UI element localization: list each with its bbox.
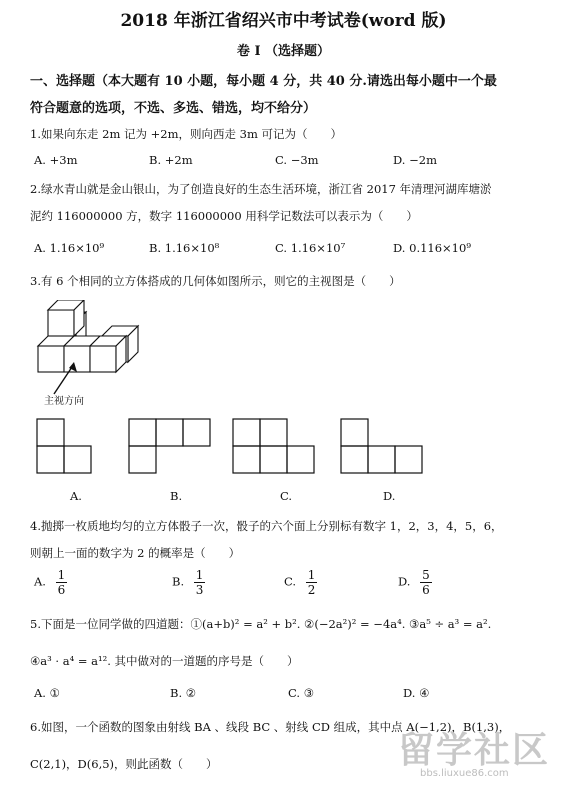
q3-option-d-label: D. xyxy=(383,489,396,503)
q4-option-a-fraction xyxy=(56,568,68,597)
q3-option-a-figure xyxy=(36,418,96,474)
question-4-line1: 4.抛掷一枚质地均匀的立方体骰子一次，骰子的六个面上分别标有数字 1，2，3，4，5，6， xyxy=(30,519,503,533)
q3-option-c-label: C. xyxy=(280,489,293,503)
q4-option-c-fraction xyxy=(306,568,318,597)
question-2-line2: 泥约 116000000 方，数字 116000000 用科学记数法可以表示为（ ） xyxy=(30,209,418,223)
q4-option-d-denominator: 6 xyxy=(422,583,430,597)
q4-option-a-numerator: 1 xyxy=(57,568,66,582)
q2-option-c: C. 1.16×10⁷ xyxy=(275,241,346,255)
document-title: 2018 年浙江省绍兴市中考试卷(word 版) xyxy=(120,11,447,31)
question-6-line1: 6.如图，一个函数的图象由射线 BA 、线段 BC 、射线 CD 组成，其中点 A(−1,2)，B(1,3)， xyxy=(30,720,511,734)
question-3-text: 3.有 6 个相同的立方体搭成的几何体如图所示，则它的主视图是（ ） xyxy=(30,274,401,288)
q4-option-a xyxy=(34,568,67,597)
q4-option-b-letter: B. xyxy=(172,574,185,589)
q4-option-d xyxy=(398,568,432,597)
part-heading-line2: 符合题意的选项，不选、多选、错选，均不给分） xyxy=(30,101,317,116)
q4-option-a-letter: A. xyxy=(34,574,46,589)
watermark-url: bbs.liuxue86.com xyxy=(420,768,509,779)
q4-option-c-denominator: 2 xyxy=(307,583,316,597)
q5-option-b: B. ② xyxy=(170,686,197,700)
question-2-line1: 2.绿水青山就是金山银山，为了创造良好的生态生活环境，浙江省 2017 年清理河湖库塘淤 xyxy=(30,182,492,196)
q2-option-a: A. 1.16×10⁹ xyxy=(34,241,105,255)
q4-option-d-letter: D. xyxy=(398,574,411,589)
q3-view-direction-label: 主视方向 xyxy=(44,396,84,407)
question-5-line1: 5.下面是一位同学做的四道题：①(a+b)² = a² + b². ②(−2a²)² = −4a⁴. ③a⁵ ÷ a³ = a². xyxy=(30,617,492,631)
question-4-line2: 则朝上一面的数字为 2 的概率是（ ） xyxy=(30,546,241,560)
q3-option-c-figure xyxy=(232,418,318,474)
q3-option-a-label: A. xyxy=(70,489,82,503)
q2-option-d: D. 0.116×10⁹ xyxy=(393,241,471,255)
q5-option-c: C. ③ xyxy=(288,686,315,700)
q3-option-d-figure xyxy=(340,418,426,474)
q1-option-b: B. +2m xyxy=(149,153,193,167)
q5-option-a: A. ① xyxy=(34,686,60,700)
q4-option-c xyxy=(284,568,317,597)
q4-option-b-denominator: 3 xyxy=(195,583,204,597)
q3-option-b-label: B. xyxy=(170,489,183,503)
q4-option-d-numerator: 5 xyxy=(422,568,430,582)
section-title: 卷 I （选择题） xyxy=(236,44,331,59)
q3-option-b-figure xyxy=(128,418,214,474)
q4-option-a-denominator: 6 xyxy=(57,583,66,597)
watermark-logo: 留学社区 xyxy=(398,730,551,771)
question-6-line2: C(2,1)，D(6,5)，则此函数（ ） xyxy=(30,757,218,771)
q2-option-b: B. 1.16×10⁸ xyxy=(149,241,220,255)
q1-option-c: C. −3m xyxy=(275,153,319,167)
q5-option-d: D. ④ xyxy=(403,686,430,700)
q4-option-b-fraction xyxy=(194,568,206,597)
q4-option-c-letter: C. xyxy=(284,574,297,589)
q4-option-c-numerator: 1 xyxy=(307,568,316,582)
question-5-line2: ④a³ · a⁴ = a¹². 其中做对的一道题的序号是（ ） xyxy=(30,654,299,668)
q4-option-b-numerator: 1 xyxy=(195,568,204,582)
question-1-text: 1.如果向东走 2m 记为 +2m，则向西走 3m 可记为（ ） xyxy=(30,127,343,141)
part-heading-line1: 一、选择题（本大题有 10 小题，每小题 4 分，共 40 分.请选出每小题中一个最 xyxy=(30,74,497,89)
q1-option-d: D. −2m xyxy=(393,153,437,167)
q4-option-d-fraction xyxy=(420,568,432,597)
q1-option-a: A. +3m xyxy=(34,153,78,167)
q4-option-b xyxy=(172,568,205,597)
